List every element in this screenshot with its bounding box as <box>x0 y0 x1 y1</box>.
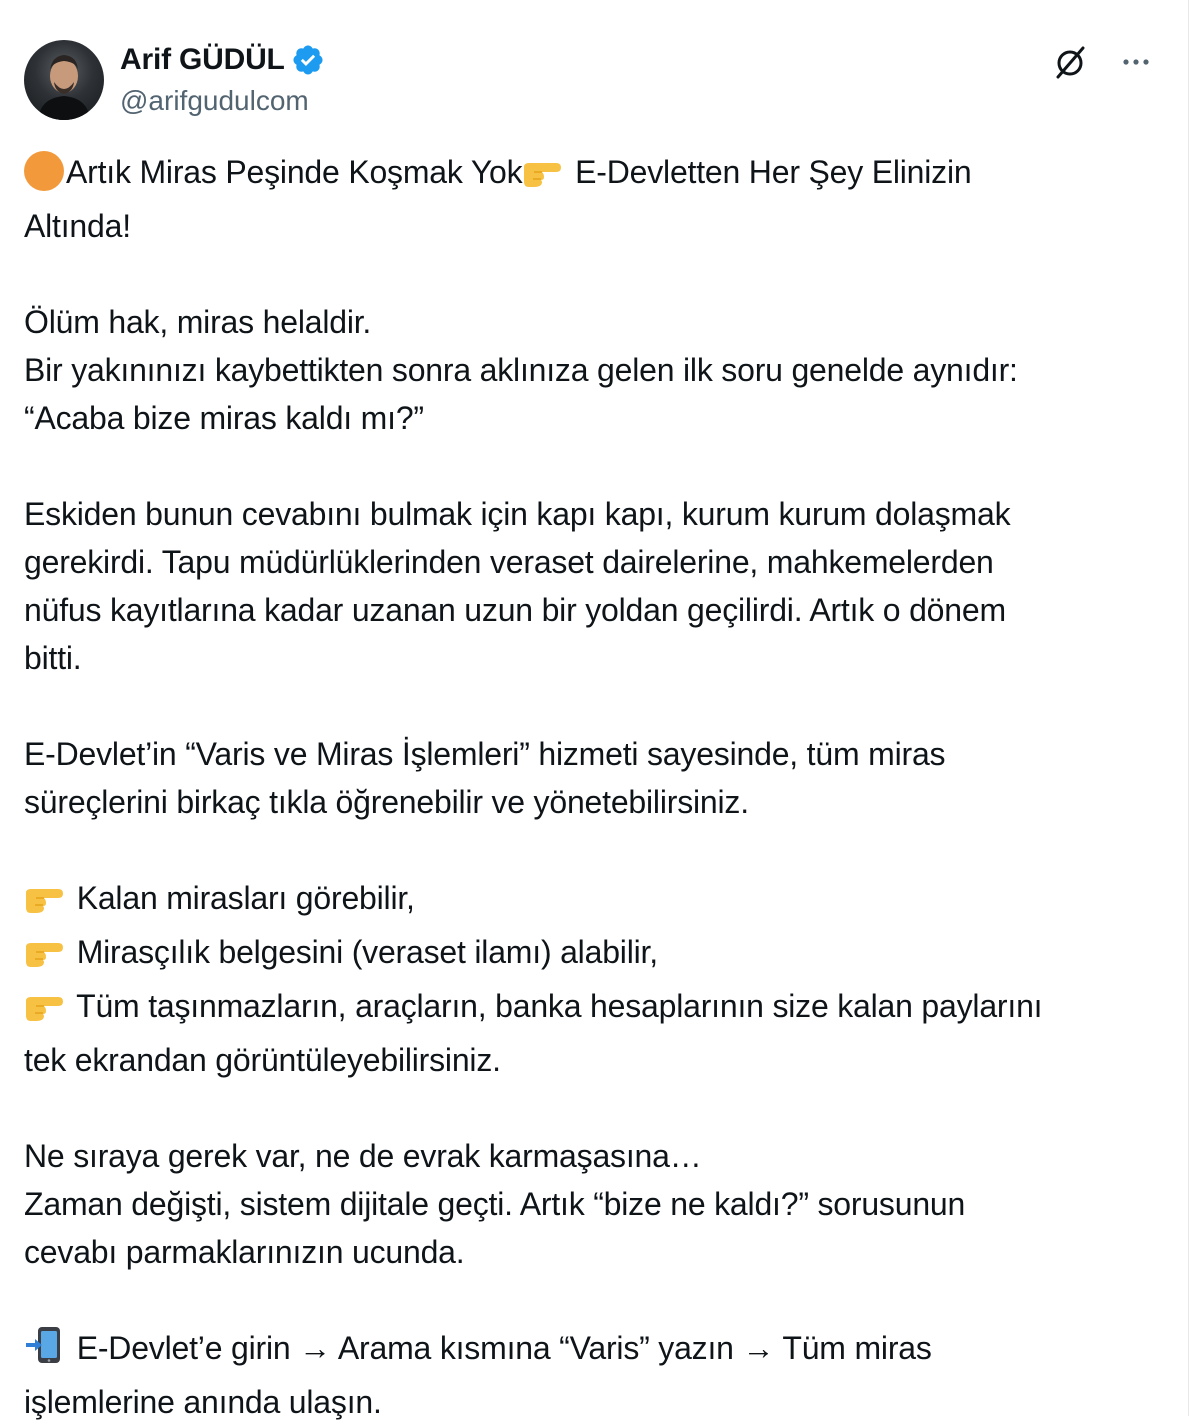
title-text-after: E-Devletten Her Şey Elinizin <box>566 154 972 190</box>
text-line: gerekirdi. Tapu müdürlüklerinden veraset dairelerine, mahkemelerden <box>24 544 994 580</box>
title-text-line2: Altında! <box>24 208 131 244</box>
text-line <box>24 1324 1154 1378</box>
text-line: nüfus kayıtlarına kadar uzanan uzun bir yoldan geçilirdi. Artık o dönem <box>24 592 1006 628</box>
list-item <box>24 874 1154 928</box>
tweet-text <box>24 148 1154 1426</box>
list-item <box>24 928 1154 982</box>
text-line: “Acaba bize miras kaldı mı?” <box>24 400 424 436</box>
text-line: Eskiden bunun cevabını bulmak için kapı kapı, kurum kurum dolaşmak <box>24 496 1011 532</box>
paragraph-past <box>24 490 1154 682</box>
list-item <box>24 982 1154 1036</box>
pointing-right-emoji <box>24 880 64 928</box>
text-line: Ne sıraya gerek var, ne de evrak karmaşasına… <box>24 1138 702 1174</box>
text-line: E-Devlet’in “Varis ve Miras İşlemleri” hizmeti sayesinde, tüm miras <box>24 736 946 772</box>
author-names <box>120 40 325 120</box>
display-name-row <box>120 40 325 80</box>
text-line: cevabı parmaklarınızın ucunda. <box>24 1234 465 1270</box>
text-line: Bir yakınınızı kaybettikten sonra aklınıza gelen ilk soru genelde aynıdır: <box>24 352 1018 388</box>
list-item-text: Tüm taşınmazların, araçların, banka hesaplarının size kalan paylarını <box>68 988 1043 1024</box>
tweet-title <box>24 148 1154 250</box>
profile-photo <box>24 40 104 120</box>
text-line: süreçlerini birkaç tıkla öğrenebilir ve yönetebilirsiniz. <box>24 784 749 820</box>
instruction-text: E-Devlet’e girin → Arama kısmına “Varis” yazın → Tüm miras <box>68 1330 932 1366</box>
header-actions <box>1050 42 1156 82</box>
mobile-phone-with-arrow-emoji <box>24 1325 64 1378</box>
pointing-right-emoji <box>522 154 562 202</box>
paragraph-instructions <box>24 1324 1154 1426</box>
tweet-header <box>24 40 1164 120</box>
more-horizontal-icon[interactable] <box>1116 42 1156 82</box>
avatar[interactable] <box>24 40 104 120</box>
text-line: Zaman değişti, sistem dijitale geçti. Artık “bize ne kaldı?” sorusunun <box>24 1186 966 1222</box>
author-display-name[interactable]: Arif GÜDÜL <box>120 43 285 76</box>
verified-badge-icon[interactable] <box>291 43 325 77</box>
text-line: işlemlerine anında ulaşın. <box>24 1384 382 1420</box>
paragraph-service <box>24 730 1154 826</box>
text-line: Ölüm hak, miras helaldir. <box>24 304 372 340</box>
author-handle[interactable]: @arifgudulcom <box>120 85 309 116</box>
text-line: bitti. <box>24 640 82 676</box>
list-item-continuation: tek ekrandan görüntüleyebilirsiniz. <box>24 1042 501 1078</box>
paragraph-intro <box>24 298 1154 442</box>
grok-icon[interactable] <box>1050 42 1090 82</box>
bullet-list <box>24 874 1154 1084</box>
paragraph-digital <box>24 1132 1154 1276</box>
list-item-text: Mirasçılık belgesini (veraset ilamı) alabilir, <box>68 934 658 970</box>
list-item-text: Kalan mirasları görebilir, <box>68 880 415 916</box>
title-text: Artık Miras Peşinde Koşmak Yok <box>66 154 523 190</box>
orange-circle-emoji <box>24 151 64 191</box>
pointing-right-emoji <box>24 988 64 1036</box>
pointing-right-emoji <box>24 934 64 982</box>
